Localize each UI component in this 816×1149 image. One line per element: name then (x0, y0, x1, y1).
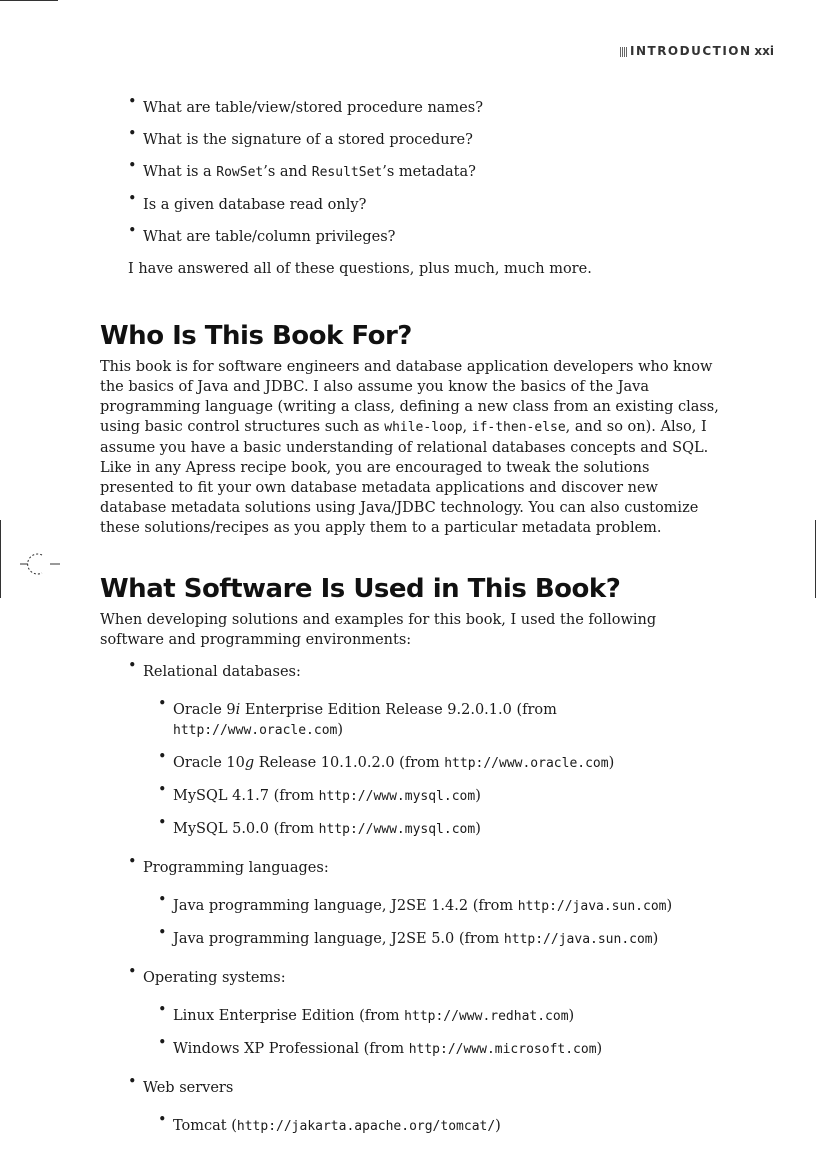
text-run: ’s and (263, 164, 312, 180)
text-run: MySQL 5.0.0 (from (173, 821, 319, 837)
software-item (173, 1000, 720, 1033)
text-run: Oracle 9 (173, 702, 236, 718)
text-run: ) (652, 931, 659, 947)
software-list (100, 656, 720, 1149)
inline-code: http://jakarta.apache.org/tomcat/ (236, 1119, 496, 1134)
inline-code: http://www.redhat.com (404, 1009, 569, 1024)
text-run: ) (608, 755, 615, 771)
inline-code: http://www.oracle.com (173, 723, 338, 738)
running-head-section: INTRODUCTION (630, 44, 752, 58)
text-run: ) (666, 898, 673, 914)
inline-code: while-loop (384, 420, 463, 435)
software-group-label: Programming languages: (143, 860, 329, 876)
italic-text: i (235, 702, 241, 718)
inline-code: if-then-else (471, 420, 566, 435)
software-item (173, 923, 720, 956)
text-run: What are table/column privileges? (143, 229, 396, 245)
text-run: , and so on). Also, I assume you have a basic understanding of relational databases concepts and SQL. Like in any Apress recipe book, you are encouraged to tweak the solutions presented to fit your own database metadata applications and discover new database metadata solutions using Java/JDBC technology. You can also customize these solutions/recipes as you apply them to a particular metadata problem. (100, 419, 709, 536)
inline-code: RowSet (216, 165, 264, 180)
inline-code: http://www.oracle.com (444, 756, 609, 771)
text-run: ) (337, 722, 344, 738)
section-heading-software: What Software Is Used in This Book? (100, 574, 621, 604)
text-run: What is a (143, 164, 217, 180)
running-head (520, 44, 776, 62)
software-group-label: Web servers (143, 1080, 234, 1096)
software-group-label: Relational databases: (143, 664, 301, 680)
inline-code: ResultSet (311, 165, 383, 180)
registration-mark-icon (18, 550, 62, 578)
crop-mark-left (0, 520, 1, 598)
question-list (100, 92, 720, 253)
text-run: ) (596, 1041, 603, 1057)
software-sublist (143, 1000, 720, 1066)
software-item (173, 890, 720, 923)
inline-code: http://java.sun.com (517, 899, 667, 914)
text-run: Enterprise Edition Release 9.2.0.1.0 (from (240, 702, 557, 718)
software-item (173, 1110, 720, 1143)
text-run: , (462, 419, 472, 435)
inline-code: http://www.mysql.com (318, 822, 476, 837)
text-run: MySQL 4.1.7 (from (173, 788, 319, 804)
software-sublist (143, 694, 720, 846)
italic-text: g (244, 755, 255, 771)
text-run: ) (495, 1118, 501, 1134)
software-group (143, 962, 720, 1072)
software-sublist (143, 1110, 720, 1143)
text-run: ) (568, 1008, 575, 1024)
question-item (143, 92, 720, 124)
text-run: Windows XP Professional (from (173, 1041, 409, 1057)
software-item (173, 813, 720, 846)
section-marker-icon (620, 47, 628, 57)
question-item (143, 221, 720, 253)
text-run: ’s metadata? (382, 164, 476, 180)
software-item (173, 1033, 720, 1066)
text-run: Linux Enterprise Edition (from (173, 1008, 405, 1024)
question-item (143, 156, 720, 189)
text-run: Java programming language, J2SE 5.0 (from (173, 931, 504, 947)
text-run: ) (475, 788, 481, 804)
section-paragraph-software: When developing solutions and examples for this book, I used the following software and programming environments: (100, 612, 657, 648)
software-item (173, 747, 720, 780)
software-group (143, 852, 720, 962)
text-run: Tomcat ( (173, 1118, 237, 1134)
inline-code: http://www.microsoft.com (408, 1042, 597, 1057)
inline-code: http://www.mysql.com (318, 789, 476, 804)
text-run: Release 10.1.0.2.0 (from (254, 755, 445, 771)
inline-code: http://java.sun.com (503, 932, 653, 947)
text-run: Java programming language, J2SE 1.4.2 (from (173, 898, 518, 914)
software-group-label: Operating systems: (143, 970, 286, 986)
crop-mark-top (0, 0, 58, 1)
text-run: Is a given database read only? (143, 197, 367, 213)
text-run: What is the signature of a stored procedure? (143, 132, 473, 148)
software-sublist (143, 890, 720, 956)
page-number: xxi (754, 44, 774, 58)
question-item (143, 124, 720, 156)
text-run: ) (475, 821, 481, 837)
section-heading-audience: Who Is This Book For? (100, 321, 412, 351)
text-run: What are table/view/stored procedure names? (143, 100, 483, 116)
software-group (143, 656, 720, 852)
software-item (173, 694, 720, 747)
page-content (100, 92, 720, 1149)
answer-text: I have answered all of these questions, plus much, much more. (128, 261, 592, 277)
text-run: Oracle 10 (173, 755, 245, 771)
software-item (173, 780, 720, 813)
question-item (143, 189, 720, 221)
section-paragraph-audience (100, 357, 720, 538)
software-group (143, 1072, 720, 1149)
text-run: This book is for software engineers and database application developers who know the basics of Java and JDBC. I also assume you know the basics of the Java programming language (writing a class, defining a new class from an existing class, using basic control structures such as (100, 359, 719, 435)
